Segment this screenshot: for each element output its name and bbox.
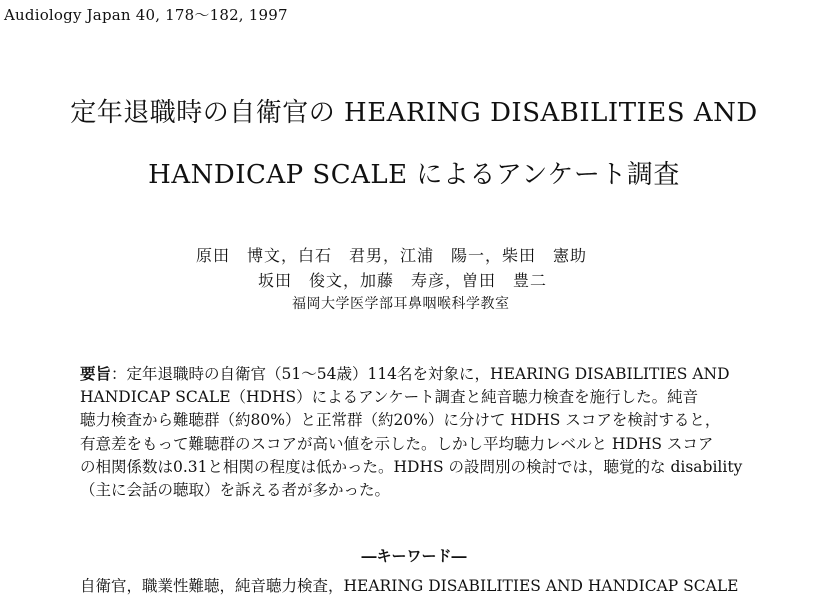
keywords-heading: ―キーワード― (361, 547, 467, 565)
paper-title-line-2: HANDICAP SCALE によるアンケート調査 (148, 160, 680, 190)
abstract-label: 要旨 (80, 364, 112, 383)
abstract (80, 362, 770, 502)
authors-line-2: 坂田 俊文，加藤 寿彦，曽田 豊二 (258, 271, 548, 290)
authors-line-1: 原田 博文，白石 君男，江浦 陽一，柴田 憲助 (196, 246, 588, 265)
abstract-line-5: の相関係数は0.31と相関の程度は低かった。HDHS の設問別の検討では，聴覚的な disability (80, 457, 743, 476)
keywords-list: 自衛官，職業性難聴，純音聴力検査，HEARING DISABILITIES AND HANDICAP SCALE (80, 577, 739, 595)
abstract-line-4: 有意差をもって難聴群のスコアが高い値を示した。しかし平均聴力レベルと HDHS スコア (80, 434, 714, 453)
paper-title-line-1: 定年退職時の自衛官の HEARING DISABILITIES AND (70, 98, 758, 128)
abstract-line-1 (80, 362, 770, 386)
affiliation: 福岡大学医学部耳鼻咽喉科学教室 (292, 296, 510, 312)
abstract-line-1-text: ：定年退職時の自衛官（51〜54歳）114名を対象に，HEARING DISABILITIES AND (111, 365, 730, 383)
abstract-line-6: （主に会話の聴取）を訴える者が多かった。 (80, 481, 391, 500)
abstract-line-2: HANDICAP SCALE（HDHS）によるアンケート調査と純音聴力検査を施行した。純音 (80, 388, 699, 407)
abstract-line-3: 聴力検査から難聴群（約80%）と正常群（約20%）に分けて HDHS スコアを検討すると， (80, 411, 721, 430)
journal-citation: Audiology Japan 40, 178〜182, 1997 (4, 6, 288, 24)
